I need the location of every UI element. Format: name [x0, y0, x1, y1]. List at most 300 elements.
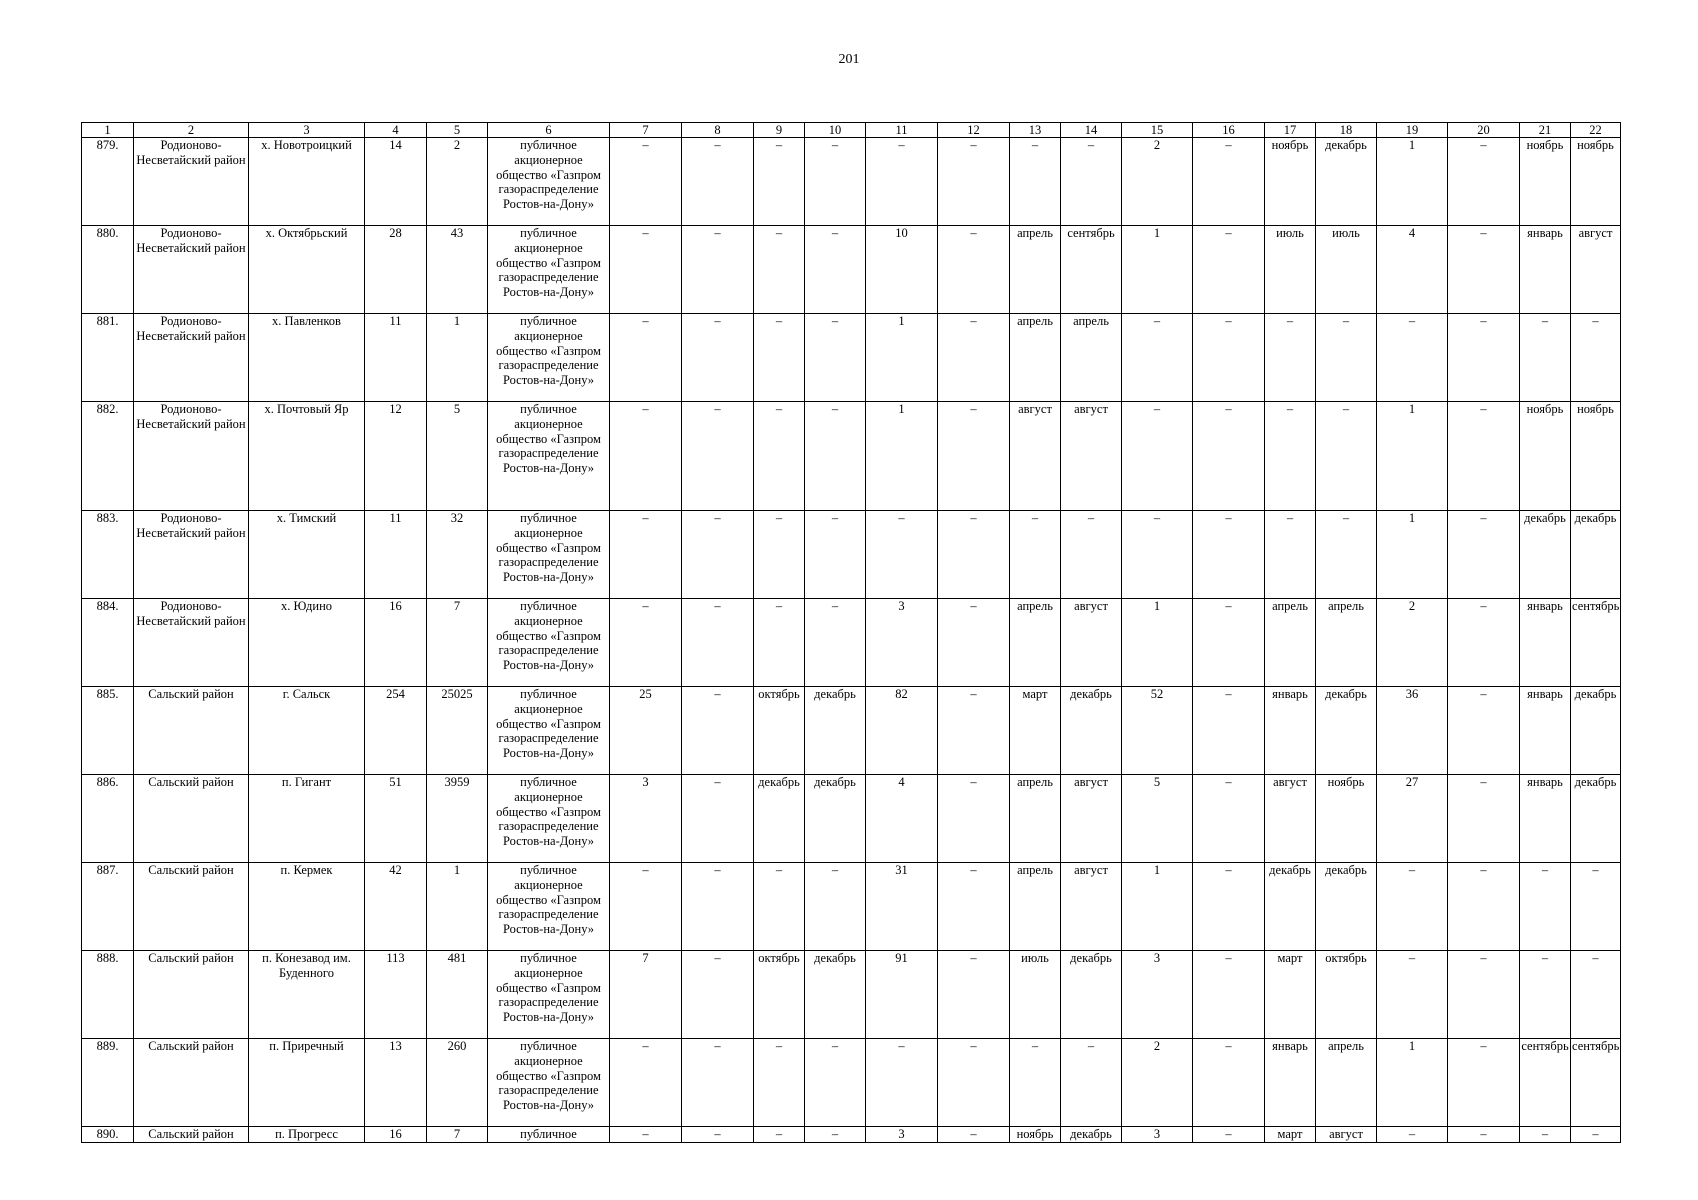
table-cell: 884.: [82, 599, 134, 687]
table-cell: –: [938, 1127, 1010, 1143]
table-row: [82, 1127, 1621, 1143]
table-cell: декабрь: [1061, 951, 1122, 1039]
table-cell: –: [1520, 951, 1571, 1039]
table-cell: 1: [1377, 511, 1448, 599]
table-row: [82, 599, 1621, 687]
table-cell: апрель: [1010, 599, 1061, 687]
table-cell: Родионово-Несветайский район: [134, 226, 249, 314]
table-cell: август: [1265, 775, 1316, 863]
column-header: 13: [1010, 123, 1061, 138]
table-cell: –: [754, 1127, 805, 1143]
table-cell: июль: [1010, 951, 1061, 1039]
table-cell: апрель: [1010, 314, 1061, 402]
table-cell: –: [1448, 1039, 1520, 1127]
table-cell: –: [1193, 775, 1265, 863]
column-header: 15: [1122, 123, 1193, 138]
column-header: 11: [866, 123, 938, 138]
table-cell: –: [1571, 314, 1621, 402]
table-cell: –: [682, 951, 754, 1039]
table-cell: Родионово-Несветайский район: [134, 599, 249, 687]
table-cell: –: [610, 599, 682, 687]
column-header: 9: [754, 123, 805, 138]
table-cell: Родионово-Несветайский район: [134, 511, 249, 599]
table-cell: –: [1193, 599, 1265, 687]
table-cell: Сальский район: [134, 687, 249, 775]
table-cell: январь: [1265, 1039, 1316, 1127]
table-cell: 254: [365, 687, 427, 775]
table-cell: 3959: [427, 775, 488, 863]
table-cell: 7: [427, 599, 488, 687]
table-cell: август: [1571, 226, 1621, 314]
table-cell: –: [1193, 1127, 1265, 1143]
table-cell: 2: [1122, 138, 1193, 226]
table-cell: 4: [1377, 226, 1448, 314]
table-cell: 1: [1122, 599, 1193, 687]
table-cell: –: [938, 599, 1010, 687]
column-header: 10: [805, 123, 866, 138]
table-cell: 3: [1122, 951, 1193, 1039]
table-cell: ноябрь: [1571, 402, 1621, 511]
table-cell: июль: [1316, 226, 1377, 314]
table-cell: –: [1448, 951, 1520, 1039]
table-cell: ноябрь: [1316, 775, 1377, 863]
column-header: 19: [1377, 123, 1448, 138]
table-cell: –: [682, 402, 754, 511]
table-cell: –: [754, 402, 805, 511]
table-cell: 28: [365, 226, 427, 314]
column-header: 20: [1448, 123, 1520, 138]
table-cell: 82: [866, 687, 938, 775]
column-header: 18: [1316, 123, 1377, 138]
table-cell: –: [610, 1039, 682, 1127]
table-cell: –: [1193, 951, 1265, 1039]
table-cell: –: [1571, 863, 1621, 951]
table-cell: сентябрь: [1061, 226, 1122, 314]
table-cell: 12: [365, 402, 427, 511]
table-cell: –: [1193, 402, 1265, 511]
table-cell: –: [1377, 951, 1448, 1039]
column-header: 16: [1193, 123, 1265, 138]
table-cell: –: [754, 863, 805, 951]
table-cell: –: [1448, 599, 1520, 687]
table-cell: публичное: [488, 1127, 610, 1143]
table-cell: –: [682, 863, 754, 951]
table-cell: –: [682, 599, 754, 687]
table-cell: –: [805, 599, 866, 687]
table-cell: п. Конезавод им. Буденного: [249, 951, 365, 1039]
table-cell: 51: [365, 775, 427, 863]
table-cell: –: [754, 138, 805, 226]
table-cell: Сальский район: [134, 775, 249, 863]
table-cell: ноябрь: [1520, 402, 1571, 511]
table-cell: –: [610, 402, 682, 511]
table-cell: –: [1061, 511, 1122, 599]
table-cell: апрель: [1316, 599, 1377, 687]
table-cell: 11: [365, 511, 427, 599]
table-cell: –: [1520, 314, 1571, 402]
table-cell: –: [610, 226, 682, 314]
table-cell: –: [1265, 314, 1316, 402]
table-row: [82, 511, 1621, 599]
table-cell: 1: [1377, 402, 1448, 511]
table-cell: август: [1061, 402, 1122, 511]
table-cell: –: [1448, 314, 1520, 402]
table-cell: 2: [427, 138, 488, 226]
table-cell: декабрь: [1061, 1127, 1122, 1143]
table-cell: –: [682, 314, 754, 402]
table-cell: –: [805, 1039, 866, 1127]
table-cell: –: [1010, 511, 1061, 599]
table-cell: 32: [427, 511, 488, 599]
table-cell: 3: [866, 599, 938, 687]
column-header: 7: [610, 123, 682, 138]
table-cell: 885.: [82, 687, 134, 775]
table-cell: публичное акционерное общество «Газпром газораспределение Ростов-на-Дону»: [488, 687, 610, 775]
table-cell: декабрь: [805, 687, 866, 775]
table-cell: 1: [1377, 1039, 1448, 1127]
table-cell: публичное акционерное общество «Газпром газораспределение Ростов-на-Дону»: [488, 511, 610, 599]
column-header: 4: [365, 123, 427, 138]
table-cell: 886.: [82, 775, 134, 863]
table-cell: –: [1193, 314, 1265, 402]
table-cell: 113: [365, 951, 427, 1039]
table-cell: январь: [1520, 687, 1571, 775]
table-cell: –: [682, 1039, 754, 1127]
table-cell: 260: [427, 1039, 488, 1127]
table-cell: –: [1448, 511, 1520, 599]
table-cell: г. Сальск: [249, 687, 365, 775]
table-cell: публичное акционерное общество «Газпром газораспределение Ростов-на-Дону»: [488, 1039, 610, 1127]
table-cell: –: [682, 1127, 754, 1143]
table-cell: август: [1061, 775, 1122, 863]
table-row: [82, 138, 1621, 226]
table-cell: 1: [427, 863, 488, 951]
table-cell: январь: [1520, 775, 1571, 863]
table-cell: публичное акционерное общество «Газпром газораспределение Ростов-на-Дону»: [488, 863, 610, 951]
table-cell: –: [1377, 863, 1448, 951]
table-cell: –: [938, 511, 1010, 599]
column-header: 1: [82, 123, 134, 138]
table-cell: –: [938, 138, 1010, 226]
table-cell: сентябрь: [1571, 1039, 1621, 1127]
table-cell: декабрь: [1316, 863, 1377, 951]
table-cell: декабрь: [805, 775, 866, 863]
table-cell: 879.: [82, 138, 134, 226]
table-cell: 31: [866, 863, 938, 951]
table-cell: 883.: [82, 511, 134, 599]
table-cell: –: [1061, 1039, 1122, 1127]
table-cell: ноябрь: [1520, 138, 1571, 226]
table-cell: публичное акционерное общество «Газпром газораспределение Ростов-на-Дону»: [488, 314, 610, 402]
table-cell: –: [1193, 138, 1265, 226]
table-cell: Сальский район: [134, 1127, 249, 1143]
table-cell: сентябрь: [1520, 1039, 1571, 1127]
table-cell: –: [805, 314, 866, 402]
table-cell: –: [1520, 1127, 1571, 1143]
table-cell: Сальский район: [134, 863, 249, 951]
table-cell: п. Гигант: [249, 775, 365, 863]
table-row: [82, 1039, 1621, 1127]
table-cell: декабрь: [754, 775, 805, 863]
table-cell: –: [938, 226, 1010, 314]
column-header: 12: [938, 123, 1010, 138]
table-cell: январь: [1520, 599, 1571, 687]
table-cell: 889.: [82, 1039, 134, 1127]
table-cell: публичное акционерное общество «Газпром газораспределение Ростов-на-Дону»: [488, 599, 610, 687]
table-cell: публичное акционерное общество «Газпром газораспределение Ростов-на-Дону»: [488, 402, 610, 511]
table-row: [82, 775, 1621, 863]
table-cell: п. Прогресс: [249, 1127, 365, 1143]
table-cell: 25: [610, 687, 682, 775]
table-cell: октябрь: [754, 687, 805, 775]
table-body: [82, 138, 1621, 1143]
table-cell: –: [938, 1039, 1010, 1127]
table-cell: –: [805, 863, 866, 951]
table-cell: –: [754, 226, 805, 314]
table-cell: декабрь: [1316, 138, 1377, 226]
table-cell: 4: [866, 775, 938, 863]
table-cell: –: [938, 775, 1010, 863]
table-cell: –: [682, 775, 754, 863]
table-cell: –: [1520, 863, 1571, 951]
table-cell: 888.: [82, 951, 134, 1039]
table-cell: –: [682, 138, 754, 226]
table-cell: публичное акционерное общество «Газпром газораспределение Ростов-на-Дону»: [488, 951, 610, 1039]
table-cell: –: [1193, 1039, 1265, 1127]
table-cell: –: [1010, 1039, 1061, 1127]
column-header: 8: [682, 123, 754, 138]
table-cell: апрель: [1010, 226, 1061, 314]
table-cell: –: [938, 951, 1010, 1039]
column-header: 17: [1265, 123, 1316, 138]
table-cell: –: [938, 687, 1010, 775]
table-cell: 3: [1122, 1127, 1193, 1143]
table-cell: 880.: [82, 226, 134, 314]
table-cell: –: [682, 226, 754, 314]
table-cell: 27: [1377, 775, 1448, 863]
column-header: 3: [249, 123, 365, 138]
table-cell: х. Октябрьский: [249, 226, 365, 314]
table-cell: –: [1265, 511, 1316, 599]
table-cell: –: [866, 1039, 938, 1127]
table-cell: –: [754, 599, 805, 687]
table-cell: –: [1010, 138, 1061, 226]
table-cell: –: [805, 226, 866, 314]
table-cell: 43: [427, 226, 488, 314]
table-cell: –: [754, 511, 805, 599]
table-cell: 890.: [82, 1127, 134, 1143]
table-cell: декабрь: [1520, 511, 1571, 599]
table-cell: январь: [1265, 687, 1316, 775]
table-cell: 3: [610, 775, 682, 863]
table-row: [82, 863, 1621, 951]
table-cell: х. Новотроицкий: [249, 138, 365, 226]
table-cell: –: [805, 402, 866, 511]
table-cell: публичное акционерное общество «Газпром газораспределение Ростов-на-Дону»: [488, 775, 610, 863]
column-header: 21: [1520, 123, 1571, 138]
table-cell: –: [754, 1039, 805, 1127]
table-row: [82, 402, 1621, 511]
register-table: [81, 122, 1621, 1143]
page-number: 201: [838, 52, 860, 67]
table-cell: август: [1316, 1127, 1377, 1143]
table-cell: август: [1010, 402, 1061, 511]
table-cell: –: [1122, 402, 1193, 511]
table-cell: 1: [427, 314, 488, 402]
table-cell: –: [938, 314, 1010, 402]
table-cell: 16: [365, 599, 427, 687]
table-cell: 881.: [82, 314, 134, 402]
table-cell: –: [938, 863, 1010, 951]
table-cell: Родионово-Несветайский район: [134, 314, 249, 402]
table-row: [82, 314, 1621, 402]
table-cell: октябрь: [1316, 951, 1377, 1039]
table-cell: август: [1061, 863, 1122, 951]
table-cell: 2: [1122, 1039, 1193, 1127]
table-cell: публичное акционерное общество «Газпром газораспределение Ростов-на-Дону»: [488, 226, 610, 314]
table-row: [82, 951, 1621, 1039]
table-cell: –: [1448, 863, 1520, 951]
table-cell: –: [682, 511, 754, 599]
table-cell: 1: [866, 402, 938, 511]
table-cell: 481: [427, 951, 488, 1039]
table-cell: апрель: [1061, 314, 1122, 402]
column-header: 22: [1571, 123, 1621, 138]
header-row: [82, 123, 1621, 138]
table-cell: 5: [427, 402, 488, 511]
table-cell: –: [1193, 511, 1265, 599]
table-cell: 5: [1122, 775, 1193, 863]
table-cell: –: [866, 511, 938, 599]
table-cell: –: [805, 1127, 866, 1143]
table-cell: декабрь: [1061, 687, 1122, 775]
table-cell: август: [1061, 599, 1122, 687]
table-cell: –: [682, 687, 754, 775]
table-cell: 882.: [82, 402, 134, 511]
table-cell: Родионово-Несветайский район: [134, 138, 249, 226]
table-cell: декабрь: [805, 951, 866, 1039]
table-cell: –: [1377, 1127, 1448, 1143]
table-cell: –: [1571, 1127, 1621, 1143]
table-cell: 1: [1122, 226, 1193, 314]
table-cell: –: [1316, 511, 1377, 599]
table-cell: –: [805, 511, 866, 599]
table-cell: х. Юдино: [249, 599, 365, 687]
table-cell: 13: [365, 1039, 427, 1127]
table-cell: –: [610, 138, 682, 226]
table-cell: –: [1122, 511, 1193, 599]
table-cell: –: [1193, 226, 1265, 314]
table-cell: март: [1265, 1127, 1316, 1143]
table-cell: публичное акционерное общество «Газпром газораспределение Ростов-на-Дону»: [488, 138, 610, 226]
table-cell: Сальский район: [134, 951, 249, 1039]
table-cell: март: [1010, 687, 1061, 775]
table-cell: –: [1061, 138, 1122, 226]
table-cell: п. Кермек: [249, 863, 365, 951]
table-cell: п. Приречный: [249, 1039, 365, 1127]
table-cell: 42: [365, 863, 427, 951]
table-row: [82, 687, 1621, 775]
table-cell: –: [1377, 314, 1448, 402]
table-cell: –: [805, 138, 866, 226]
table-cell: январь: [1520, 226, 1571, 314]
column-header: 5: [427, 123, 488, 138]
table-cell: –: [610, 511, 682, 599]
table-cell: –: [1571, 951, 1621, 1039]
table-cell: октябрь: [754, 951, 805, 1039]
table-cell: апрель: [1265, 599, 1316, 687]
table-cell: ноябрь: [1571, 138, 1621, 226]
table-cell: Сальский район: [134, 1039, 249, 1127]
table-cell: –: [1448, 138, 1520, 226]
table-cell: 3: [866, 1127, 938, 1143]
table-cell: декабрь: [1571, 775, 1621, 863]
table-cell: декабрь: [1316, 687, 1377, 775]
table-cell: –: [754, 314, 805, 402]
table-cell: х. Павленков: [249, 314, 365, 402]
table-cell: 25025: [427, 687, 488, 775]
table-cell: –: [1265, 402, 1316, 511]
table-cell: декабрь: [1571, 511, 1621, 599]
table-cell: 2: [1377, 599, 1448, 687]
table-cell: 1: [866, 314, 938, 402]
table-cell: –: [610, 314, 682, 402]
table-cell: ноябрь: [1265, 138, 1316, 226]
table-cell: 36: [1377, 687, 1448, 775]
table-cell: апрель: [1316, 1039, 1377, 1127]
table-cell: декабрь: [1265, 863, 1316, 951]
table-cell: апрель: [1010, 775, 1061, 863]
table-cell: –: [1193, 863, 1265, 951]
table-cell: 11: [365, 314, 427, 402]
table-cell: 14: [365, 138, 427, 226]
table-cell: –: [1316, 314, 1377, 402]
table-cell: –: [1193, 687, 1265, 775]
table-cell: х. Почтовый Яр: [249, 402, 365, 511]
table-cell: 887.: [82, 863, 134, 951]
table-cell: –: [1448, 1127, 1520, 1143]
table-cell: –: [610, 1127, 682, 1143]
table-cell: х. Тимский: [249, 511, 365, 599]
table-cell: ноябрь: [1010, 1127, 1061, 1143]
table-cell: –: [1448, 226, 1520, 314]
table-cell: 91: [866, 951, 938, 1039]
column-header: 6: [488, 123, 610, 138]
table-cell: декабрь: [1571, 687, 1621, 775]
table-cell: –: [1316, 402, 1377, 511]
table-cell: –: [1448, 775, 1520, 863]
table-cell: Родионово-Несветайский район: [134, 402, 249, 511]
table-cell: 7: [427, 1127, 488, 1143]
table-cell: март: [1265, 951, 1316, 1039]
table-cell: сентябрь: [1571, 599, 1621, 687]
column-header: 14: [1061, 123, 1122, 138]
table-cell: 1: [1122, 863, 1193, 951]
table-cell: –: [866, 138, 938, 226]
table-row: [82, 226, 1621, 314]
table-cell: –: [1448, 687, 1520, 775]
table-cell: апрель: [1010, 863, 1061, 951]
table-cell: –: [1448, 402, 1520, 511]
table-cell: июль: [1265, 226, 1316, 314]
table-cell: 16: [365, 1127, 427, 1143]
table-cell: –: [938, 402, 1010, 511]
table-cell: 1: [1377, 138, 1448, 226]
table-cell: –: [610, 863, 682, 951]
table-cell: 52: [1122, 687, 1193, 775]
table-cell: 7: [610, 951, 682, 1039]
table-cell: 10: [866, 226, 938, 314]
